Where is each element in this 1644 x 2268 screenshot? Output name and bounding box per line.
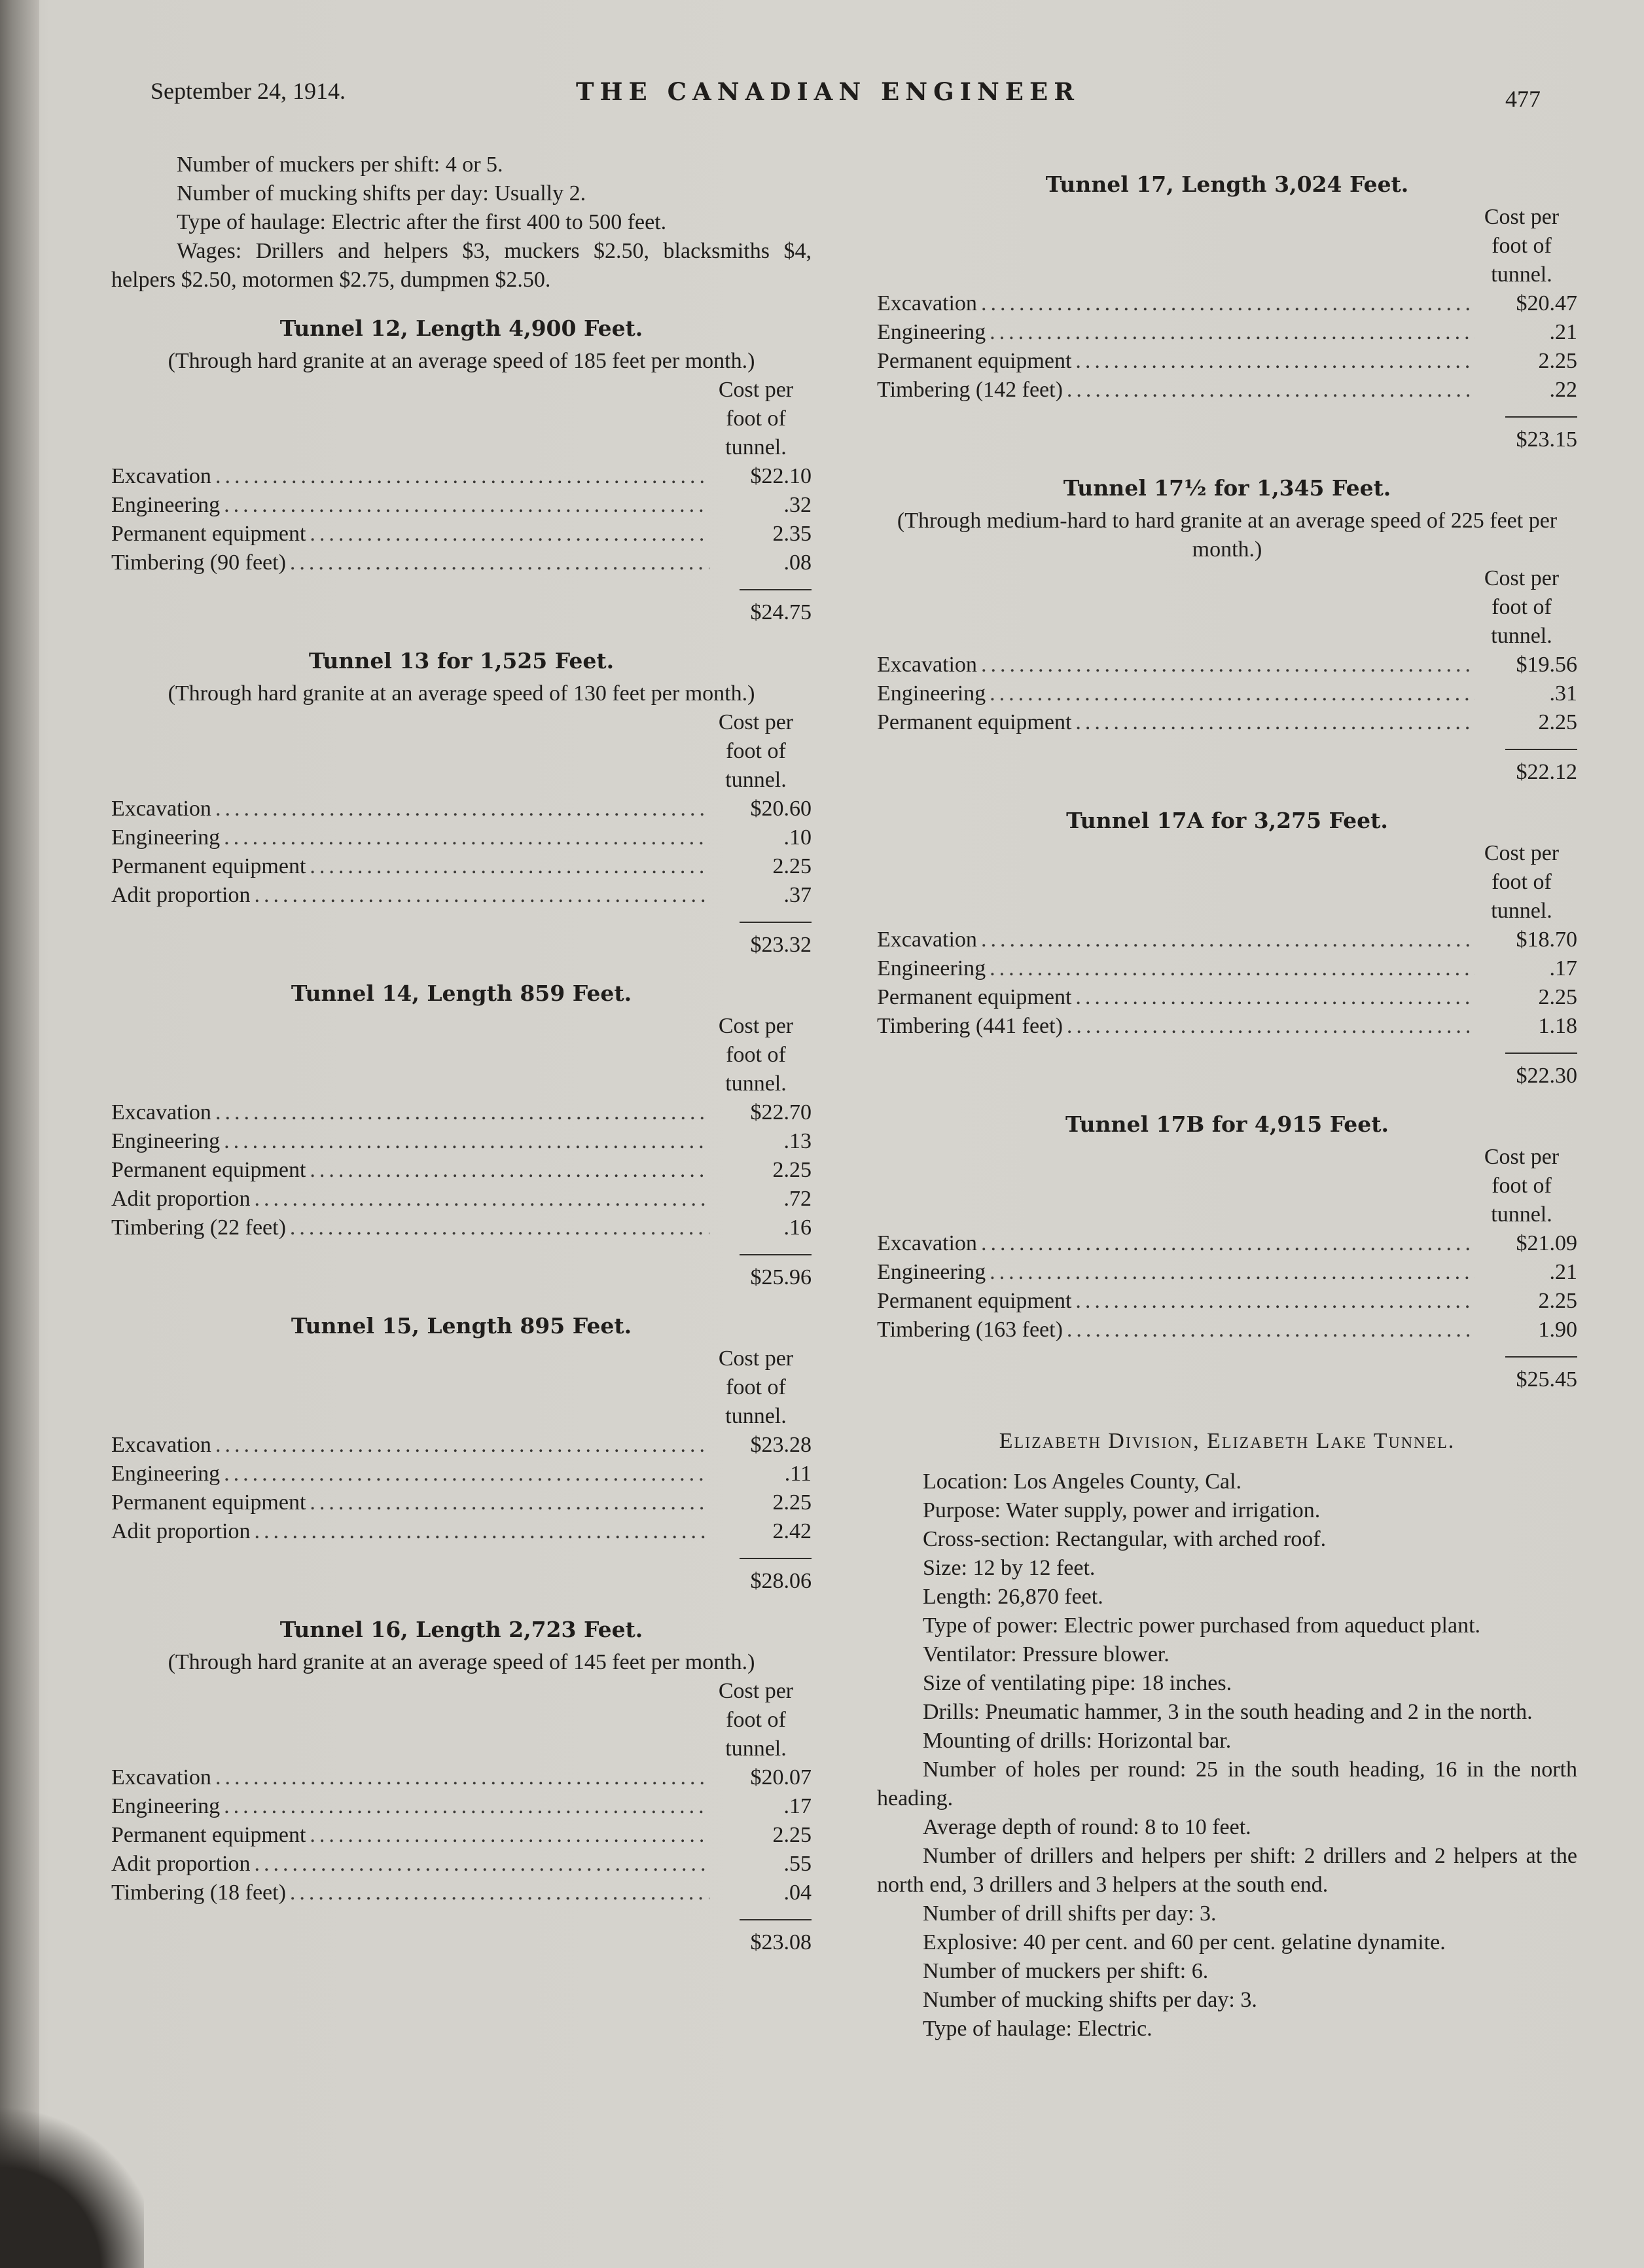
cost-row — [877, 1316, 1577, 1344]
cost-item-label: Permanent equipment — [111, 522, 306, 546]
leader-dots — [981, 1229, 1475, 1258]
cost-item-value: $19.56 — [1516, 653, 1577, 677]
header-page-number: 477 — [1505, 86, 1541, 112]
total-rule — [740, 922, 812, 923]
tunnel-note: (Through medium-hard to hard granite at an average speed of 225 feet per month.) — [897, 509, 1558, 562]
cost-row — [877, 708, 1577, 737]
cost-row — [111, 1460, 812, 1488]
cost-row — [111, 1488, 812, 1517]
cost-column-header: Cost per foot of tunnel. — [1484, 841, 1560, 923]
cost-item-label: Permanent equipment — [111, 854, 306, 878]
detail-item: Number of mucking shifts per day: 3. — [923, 1988, 1257, 2012]
leader-dots — [990, 954, 1475, 983]
cost-item-value: .11 — [784, 1462, 812, 1486]
cost-item-value: .37 — [783, 883, 812, 907]
cost-row — [111, 1185, 812, 1214]
tunnel-title: Tunnel 15, Length 895 Feet. — [291, 1313, 632, 1339]
cost-row — [111, 549, 812, 577]
cost-item-value: 1.90 — [1538, 1318, 1577, 1342]
cost-item-value: 2.25 — [1538, 985, 1577, 1009]
tunnel-table — [111, 979, 812, 1292]
cost-row — [877, 1287, 1577, 1316]
cost-row — [111, 1792, 812, 1821]
cost-item-value: 2.42 — [772, 1519, 812, 1543]
detail-item: Number of muckers per shift: 6. — [923, 1959, 1209, 1983]
cost-item-label: Permanent equipment — [111, 1490, 306, 1515]
detail-item: Size of ventilating pipe: 18 inches. — [923, 1671, 1232, 1695]
cost-total: $22.30 — [1516, 1064, 1577, 1088]
cost-item-label: Timbering (90 feet) — [111, 550, 286, 575]
total-rule — [740, 1558, 812, 1559]
tunnel-note: (Through hard granite at an average speed of 185 feet per month.) — [168, 349, 755, 373]
cost-row — [111, 1127, 812, 1156]
cost-row — [111, 1156, 812, 1185]
cost-item-label: Permanent equipment — [877, 1289, 1072, 1313]
tunnel-table — [877, 474, 1577, 787]
cost-total: $25.45 — [1516, 1367, 1577, 1392]
total-rule — [740, 1254, 812, 1255]
cost-item-label: Excavation — [111, 1765, 211, 1790]
detail-item: Type of power: Electric power purchased from aqueduct plant. — [923, 1613, 1481, 1638]
cost-row — [877, 289, 1577, 318]
cost-item-label: Engineering — [111, 1462, 221, 1486]
cost-row — [111, 852, 812, 881]
tunnel-table — [111, 647, 812, 960]
cost-row — [877, 376, 1577, 405]
intro-wages: Wages: Drillers and helpers $3, muckers $2.50, blacksmiths $4, helpers $2.50, motormen $2.75, dumpmen $2.50. — [111, 239, 812, 292]
cost-item-value: 2.25 — [1538, 1289, 1577, 1313]
leader-dots — [981, 651, 1475, 679]
cost-item-value: 2.35 — [772, 522, 812, 546]
detail-item: Cross-section: Rectangular, with arched roof. — [923, 1527, 1327, 1551]
leader-dots — [224, 823, 709, 852]
cost-item-value: .32 — [783, 493, 812, 517]
cost-row — [111, 1098, 812, 1127]
leader-dots — [215, 1431, 709, 1460]
cost-item-label: Permanent equipment — [877, 710, 1072, 734]
cost-row — [111, 1821, 812, 1850]
leader-dots — [981, 926, 1475, 954]
cost-row — [877, 651, 1577, 679]
cost-item-value: .22 — [1549, 378, 1577, 402]
leader-dots — [1067, 1012, 1475, 1041]
cost-row — [111, 881, 812, 910]
tunnel-title: Tunnel 14, Length 859 Feet. — [291, 981, 632, 1006]
page-corner-shadow — [0, 2098, 144, 2268]
cost-total: $23.32 — [750, 933, 812, 957]
cost-item-label: Permanent equipment — [877, 985, 1072, 1009]
cost-item-label: Excavation — [111, 464, 211, 488]
cost-row — [111, 1517, 812, 1546]
cost-column-header: Cost per foot of tunnel. — [718, 1346, 794, 1428]
cost-item-value: $18.70 — [1516, 927, 1577, 952]
total-rule — [740, 589, 812, 590]
cost-item-value: 2.25 — [1538, 349, 1577, 373]
tunnel-title: Tunnel 12, Length 4,900 Feet. — [279, 315, 643, 341]
detail-item: Location: Los Angeles County, Cal. — [923, 1469, 1242, 1494]
section-heading: Elizabeth Division, Elizabeth Lake Tunnel. — [999, 1429, 1456, 1453]
header-journal-title: THE CANADIAN ENGINEER — [576, 77, 1080, 106]
cost-row — [111, 1214, 812, 1242]
detail-item: Drills: Pneumatic hammer, 3 in the south heading and 2 in the north. — [923, 1700, 1533, 1724]
tunnel-table — [111, 1312, 812, 1596]
leader-dots — [254, 1185, 709, 1214]
cost-item-label: Excavation — [877, 291, 977, 315]
tunnel-table — [877, 1110, 1577, 1394]
header-date: September 24, 1914. — [151, 78, 346, 104]
left-column — [111, 151, 812, 1957]
detail-item: Ventilator: Pressure blower. — [923, 1642, 1170, 1666]
cost-item-label: Excavation — [877, 653, 977, 677]
detail-item: Average depth of round: 8 to 10 feet. — [923, 1815, 1251, 1839]
leader-dots — [990, 679, 1475, 708]
cost-item-value: .21 — [1549, 320, 1577, 344]
cost-item-value: $22.10 — [750, 464, 812, 488]
left-tunnel-tables — [111, 314, 812, 1957]
cost-column-header: Cost per foot of tunnel. — [718, 710, 794, 792]
cost-column-header: Cost per foot of tunnel. — [718, 1679, 794, 1761]
cost-total: $25.96 — [750, 1265, 812, 1289]
cost-column-header: Cost per foot of tunnel. — [718, 1014, 794, 1096]
cost-item-value: .08 — [783, 550, 812, 575]
cost-item-label: Engineering — [111, 1794, 221, 1818]
cost-item-label: Permanent equipment — [877, 349, 1072, 373]
cost-item-label: Engineering — [877, 681, 986, 706]
tunnel-table — [111, 314, 812, 627]
detail-item: Type of haulage: Electric. — [923, 2017, 1153, 2041]
right-tunnel-tables — [877, 170, 1577, 1394]
tunnel-note: (Through hard granite at an average speed of 145 feet per month.) — [168, 1650, 755, 1674]
cost-item-value: .31 — [1549, 681, 1577, 706]
cost-row — [111, 1763, 812, 1792]
cost-row — [111, 462, 812, 491]
cost-item-label: Excavation — [877, 1231, 977, 1255]
cost-item-value: .17 — [1549, 956, 1577, 981]
cost-row — [877, 318, 1577, 347]
cost-item-value: 2.25 — [772, 854, 812, 878]
page-binding-shadow — [0, 0, 39, 2268]
leader-dots — [224, 491, 709, 520]
detail-item: Number of drill shifts per day: 3. — [923, 1901, 1217, 1926]
total-rule — [1505, 416, 1577, 418]
cost-item-label: Adit proportion — [111, 883, 251, 907]
cost-item-value: 2.25 — [772, 1823, 812, 1847]
cost-row — [111, 520, 812, 549]
cost-item-label: Engineering — [111, 493, 221, 517]
cost-item-label: Excavation — [111, 1433, 211, 1457]
cost-row — [877, 1229, 1577, 1258]
cost-total: $23.08 — [750, 1930, 812, 1954]
cost-row — [111, 1879, 812, 1907]
leader-dots — [1067, 376, 1475, 405]
cost-row — [877, 1012, 1577, 1041]
leader-dots — [1075, 1287, 1475, 1316]
intro-muckers: Number of muckers per shift: 4 or 5. — [177, 153, 503, 177]
right-column — [877, 151, 1577, 2043]
cost-item-label: Excavation — [877, 927, 977, 952]
cost-row — [877, 1258, 1577, 1287]
leader-dots — [290, 1879, 709, 1907]
tunnel-title: Tunnel 16, Length 2,723 Feet. — [279, 1617, 643, 1642]
intro-haulage: Type of haulage: Electric after the first 400 to 500 feet. — [177, 210, 667, 234]
leader-dots — [310, 1488, 709, 1517]
leader-dots — [990, 318, 1475, 347]
cost-item-value: $20.60 — [750, 797, 812, 821]
tunnel-table — [111, 1615, 812, 1957]
cost-item-value: .55 — [783, 1852, 812, 1876]
cost-column-header: Cost per foot of tunnel. — [1484, 205, 1560, 287]
detail-item: Length: 26,870 feet. — [923, 1585, 1103, 1609]
cost-row — [877, 926, 1577, 954]
cost-total: $28.06 — [750, 1569, 812, 1593]
tunnel-note: (Through hard granite at an average speed of 130 feet per month.) — [168, 681, 755, 706]
cost-item-label: Timbering (18 feet) — [111, 1881, 286, 1905]
cost-item-label: Adit proportion — [111, 1519, 251, 1543]
cost-row — [877, 983, 1577, 1012]
leader-dots — [1075, 347, 1475, 376]
cost-item-label: Timbering (22 feet) — [111, 1215, 286, 1240]
leader-dots — [310, 520, 709, 549]
cost-item-label: Permanent equipment — [111, 1158, 306, 1182]
leader-dots — [215, 1098, 709, 1127]
cost-row — [111, 823, 812, 852]
detail-item: Mounting of drills: Horizontal bar. — [923, 1729, 1232, 1753]
cost-item-label: Excavation — [111, 1100, 211, 1125]
leader-dots — [290, 1214, 709, 1242]
cost-item-label: Timbering (142 feet) — [877, 378, 1063, 402]
tunnel-title: Tunnel 17B for 4,915 Feet. — [1065, 1111, 1389, 1137]
leader-dots — [1075, 983, 1475, 1012]
cost-total: $24.75 — [750, 600, 812, 624]
cost-item-value: $23.28 — [750, 1433, 812, 1457]
detail-item: Explosive: 40 per cent. and 60 per cent. gelatine dynamite. — [923, 1930, 1446, 1954]
cost-row — [111, 795, 812, 823]
cost-row — [877, 954, 1577, 983]
cost-item-label: Timbering (163 feet) — [877, 1318, 1063, 1342]
detail-item: Number of holes per round: 25 in the south heading, 16 in the north heading. — [877, 1757, 1577, 1810]
tunnel-title: Tunnel 17, Length 3,024 Feet. — [1045, 171, 1409, 197]
leader-dots — [224, 1127, 709, 1156]
cost-item-value: $21.09 — [1516, 1231, 1577, 1255]
cost-item-value: .17 — [783, 1794, 812, 1818]
leader-dots — [1067, 1316, 1475, 1344]
leader-dots — [224, 1460, 709, 1488]
cost-item-value: 1.18 — [1538, 1014, 1577, 1038]
cost-item-value: 2.25 — [772, 1490, 812, 1515]
intro-mucking-shifts: Number of mucking shifts per day: Usually 2. — [177, 181, 586, 206]
cost-item-value: .21 — [1549, 1260, 1577, 1284]
cost-item-value: 2.25 — [1538, 710, 1577, 734]
cost-row — [111, 491, 812, 520]
leader-dots — [254, 1850, 709, 1879]
cost-item-value: 2.25 — [772, 1158, 812, 1182]
total-rule — [1505, 1356, 1577, 1358]
tunnel-title: Tunnel 17½ for 1,345 Feet. — [1063, 475, 1391, 501]
cost-item-label: Adit proportion — [111, 1852, 251, 1876]
leader-dots — [254, 881, 709, 910]
leader-dots — [215, 1763, 709, 1792]
cost-item-value: $20.47 — [1516, 291, 1577, 315]
cost-row — [111, 1850, 812, 1879]
cost-item-label: Engineering — [877, 956, 986, 981]
cost-column-header: Cost per foot of tunnel. — [718, 378, 794, 459]
cost-item-label: Timbering (441 feet) — [877, 1014, 1063, 1038]
cost-item-label: Adit proportion — [111, 1187, 251, 1211]
tunnel-title: Tunnel 17A for 3,275 Feet. — [1066, 808, 1388, 833]
leader-dots — [1075, 708, 1475, 737]
leader-dots — [310, 852, 709, 881]
detail-item: Size: 12 by 12 feet. — [923, 1556, 1096, 1580]
cost-item-label: Engineering — [877, 1260, 986, 1284]
cost-item-value: .72 — [783, 1187, 812, 1211]
cost-item-label: Permanent equipment — [111, 1823, 306, 1847]
leader-dots — [310, 1156, 709, 1185]
cost-total: $23.15 — [1516, 427, 1577, 452]
leader-dots — [290, 549, 709, 577]
cost-row — [877, 347, 1577, 376]
tunnel-table — [877, 806, 1577, 1090]
detail-item: Purpose: Water supply, power and irrigation. — [923, 1498, 1321, 1522]
leader-dots — [215, 462, 709, 491]
cost-total: $22.12 — [1516, 760, 1577, 784]
detail-item: Number of drillers and helpers per shift: 2 drillers and 2 helpers at the north end, 3 drillers and 3 helpers at the south end. — [877, 1844, 1577, 1897]
leader-dots — [224, 1792, 709, 1821]
cost-item-value: .04 — [783, 1881, 812, 1905]
cost-item-label: Engineering — [877, 320, 986, 344]
leader-dots — [254, 1517, 709, 1546]
total-rule — [740, 1919, 812, 1920]
tunnel-table — [877, 170, 1577, 454]
total-rule — [1505, 1053, 1577, 1054]
cost-item-label: Engineering — [111, 825, 221, 850]
cost-column-header: Cost per foot of tunnel. — [1484, 566, 1560, 648]
leader-dots — [310, 1821, 709, 1850]
cost-row — [111, 1431, 812, 1460]
cost-item-value: .13 — [783, 1129, 812, 1153]
cost-row — [877, 679, 1577, 708]
tunnel-title: Tunnel 13 for 1,525 Feet. — [308, 648, 615, 674]
cost-item-value: .10 — [783, 825, 812, 850]
cost-column-header: Cost per foot of tunnel. — [1484, 1145, 1560, 1227]
leader-dots — [215, 795, 709, 823]
tunnel-details-list — [877, 1467, 1577, 2043]
cost-item-value: $22.70 — [750, 1100, 812, 1125]
leader-dots — [990, 1258, 1475, 1287]
cost-item-value: $20.07 — [750, 1765, 812, 1790]
cost-item-label: Engineering — [111, 1129, 221, 1153]
cost-item-label: Excavation — [111, 797, 211, 821]
leader-dots — [981, 289, 1475, 318]
total-rule — [1505, 749, 1577, 750]
cost-item-value: .16 — [783, 1215, 812, 1240]
